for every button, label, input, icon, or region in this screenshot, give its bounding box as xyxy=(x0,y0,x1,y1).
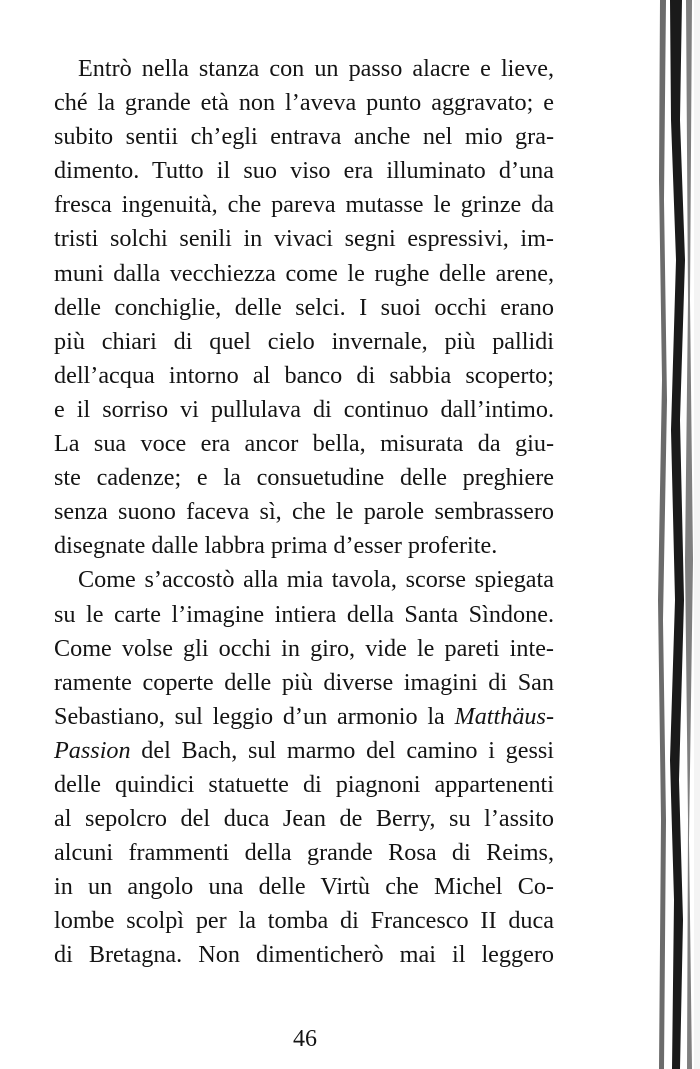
text-line: muni dalla vecchiezza come le rughe delle arene, xyxy=(54,259,554,287)
text-line: su le carte l’imagine intiera della Santa Sìndone. xyxy=(54,600,554,628)
text-line: più chiari di quel cielo invernale, più pallidi xyxy=(54,327,554,355)
text-line: La sua voce era ancor bella, misurata da giu- xyxy=(54,430,554,458)
text-line: al sepolcro del duca Jean de Berry, su l’assito xyxy=(54,805,554,833)
text-line: dell’acqua intorno al banco di sabbia scoperto; xyxy=(54,361,554,389)
text-line: ché la grande età non l’aveva punto aggravato; e xyxy=(54,89,554,117)
text-line: ramente coperte delle più diverse imagini di San xyxy=(54,668,554,696)
text-line: Come s’accostò alla mia tavola, scorse spiegata xyxy=(78,566,554,594)
text-line: delle quindici statuette di piagnoni appartenenti xyxy=(54,770,554,798)
text-line: e il sorriso vi pullulava di continuo dall’intimo. xyxy=(54,395,554,423)
text-line: delle conchiglie, delle selci. I suoi occhi erano xyxy=(54,293,554,321)
text-segment: del Bach, sul marmo del camino i gessi xyxy=(130,736,554,764)
text-line: disegnate dalle labbra prima d’esser proferite. xyxy=(54,532,498,560)
text-line: senza suono faceva sì, che le parole sembrassero xyxy=(54,498,554,526)
text-line: lombe scolpì per la tomba di Francesco II duca xyxy=(54,907,554,935)
text-line: ste cadenze; e la consuetudine delle preghiere xyxy=(54,464,554,492)
italic-title: Passion xyxy=(54,736,131,764)
text-line: Come volse gli occhi in giro, vide le pareti inte- xyxy=(54,634,554,662)
text-line: di Bretagna. Non dimenticherò mai il leggero xyxy=(54,941,554,969)
text-line: dimento. Tutto il suo viso era illuminato d’una xyxy=(54,157,554,185)
text-line xyxy=(54,734,554,768)
book-binding-edge xyxy=(630,0,700,1069)
text-line: in un angolo una delle Virtù che Michel Co- xyxy=(54,873,554,901)
text-line xyxy=(54,700,554,734)
text-line: alcuni frammenti della grande Rosa di Reims, xyxy=(54,839,554,867)
body-text xyxy=(54,52,554,973)
text-line: Entrò nella stanza con un passo alacre e lieve, xyxy=(78,55,554,82)
text-line: fresca ingenuità, che pareva mutasse le grinze da xyxy=(54,191,554,219)
text-segment: Sebastiano, sul leggio d’un armonio la xyxy=(54,702,455,730)
italic-title: Matthäus- xyxy=(454,702,554,730)
page-number: 46 xyxy=(293,1026,317,1052)
text-line: tristi solchi senili in vivaci segni espressivi, im- xyxy=(54,225,554,253)
text-line: subito sentii ch’egli entrava anche nel mio gra- xyxy=(54,123,554,151)
